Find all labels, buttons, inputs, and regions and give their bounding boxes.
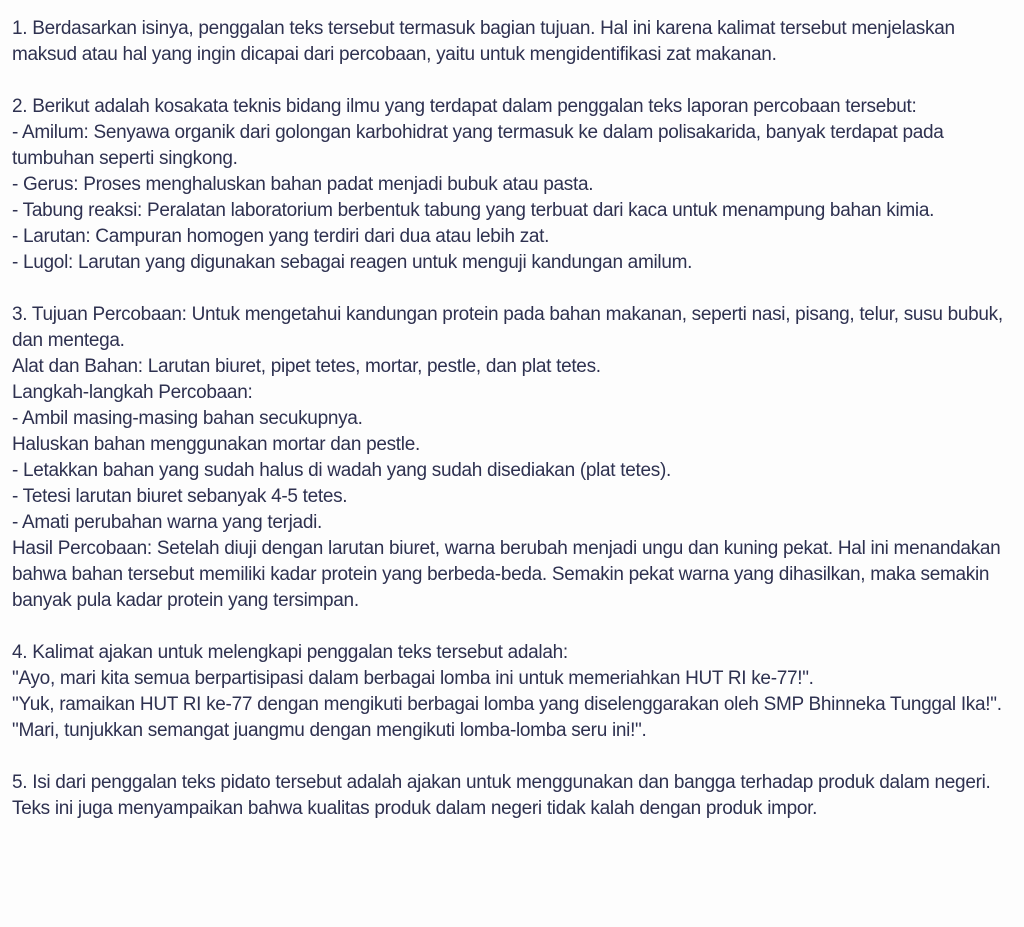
answer-4-quote-yuk: "Yuk, ramaikan HUT RI ke-77 dengan mengikuti berbagai lomba yang diselenggarakan oleh SMP Bhinneka Tunggal Ika!". [12,694,1002,715]
answer-4-intro: 4. Kalimat ajakan untuk melengkapi penggalan teks tersebut adalah: [12,642,568,663]
answer-3-step-ambil: - Ambil masing-masing bahan secukupnya. [12,408,363,429]
answer-3-alat-bahan: Alat dan Bahan: Larutan biuret, pipet tetes, mortar, pestle, dan plat tetes. [12,356,601,377]
answer-3-tujuan: 3. Tujuan Percobaan: Untuk mengetahui kandungan protein pada bahan makanan, seperti nasi, pisang, telur, susu bubuk, dan mentega. [12,304,1008,351]
answer-4-quote-ayo: "Ayo, mari kita semua berpartisipasi dalam berbagai lomba ini untuk memeriahkan HUT RI ke-77!". [12,668,814,689]
answer-5 [12,770,1014,822]
answer-3-hasil: Hasil Percobaan: Setelah diuji dengan larutan biuret, warna berubah menjadi ungu dan kuning pekat. Hal ini menandakan bahwa bahan tersebut memiliki kadar protein yang berbeda-beda. Semakin pekat warna yang dihasilkan, maka semakin banyak pula kadar protein yang tersimpan. [12,538,1006,611]
answer-4 [12,640,1014,744]
answer-3-step-haluskan: Haluskan bahan menggunakan mortar dan pestle. [12,434,420,455]
answer-2-item-lugol: - Lugol: Larutan yang digunakan sebagai reagen untuk menguji kandungan amilum. [12,252,693,273]
answer-2 [12,94,1014,276]
answer-3-step-amati: - Amati perubahan warna yang terjadi. [12,512,322,533]
answer-3-step-tetesi: - Tetesi larutan biuret sebanyak 4-5 tetes. [12,486,348,507]
answer-2-item-tabung-reaksi: - Tabung reaksi: Peralatan laboratorium berbentuk tabung yang terbuat dari kaca untuk menampung bahan kimia. [12,200,935,221]
answer-4-quote-mari: "Mari, tunjukkan semangat juangmu dengan mengikuti lomba-lomba seru ini!". [12,720,647,741]
answer-5-text: 5. Isi dari penggalan teks pidato tersebut adalah ajakan untuk menggunakan dan bangga terhadap produk dalam negeri. Teks ini juga menyampaikan bahwa kualitas produk dalam negeri tidak kalah dengan produk impor. [12,772,996,819]
answer-1-text: 1. Berdasarkan isinya, penggalan teks tersebut termasuk bagian tujuan. Hal ini karena kalimat tersebut menjelaskan maksud atau hal yang ingin dicapai dari percobaan, yaitu untuk mengidentifikasi zat makanan. [12,18,960,65]
answer-2-item-gerus: - Gerus: Proses menghaluskan bahan padat menjadi bubuk atau pasta. [12,174,594,195]
answer-2-item-amilum: - Amilum: Senyawa organik dari golongan karbohidrat yang termasuk ke dalam polisakarida, banyak terdapat pada tumbuhan seperti singkong. [12,122,949,169]
answer-2-item-larutan: - Larutan: Campuran homogen yang terdiri dari dua atau lebih zat. [12,226,550,247]
answer-3-langkah-heading: Langkah-langkah Percobaan: [12,382,253,403]
answer-3-step-letakkan: - Letakkan bahan yang sudah halus di wadah yang sudah disediakan (plat tetes). [12,460,671,481]
answer-2-intro: 2. Berikut adalah kosakata teknis bidang ilmu yang terdapat dalam penggalan teks laporan percobaan tersebut: [12,96,917,117]
answer-1 [12,16,1014,68]
answer-3 [12,302,1014,614]
